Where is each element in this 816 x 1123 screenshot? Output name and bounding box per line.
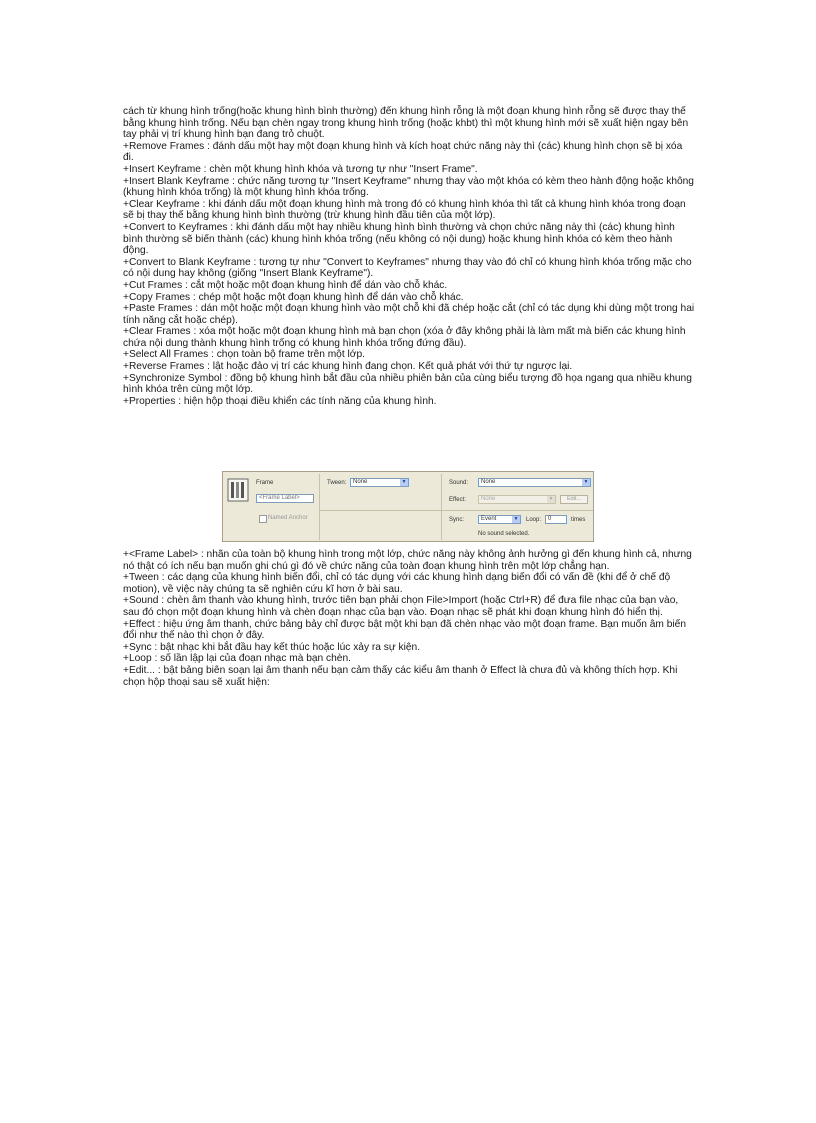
named-anchor-checkbox[interactable]	[259, 515, 267, 523]
edit-button[interactable]: Edit...	[560, 495, 588, 504]
chevron-down-icon: ▼	[548, 496, 554, 502]
frame-icon	[227, 478, 249, 502]
sound-select[interactable]	[478, 478, 591, 487]
paragraph: +Convert to Blank Keyframe : tương tự như "Convert to Keyframes" nhưng thay vào đó chỉ có khung hình khóa trống mặc cho có nội dung hay không (giống "Insert Blank Keyframe").	[123, 256, 692, 280]
loop-label: Loop:	[526, 517, 542, 523]
sound-status: No sound selected.	[478, 531, 530, 537]
sync-select[interactable]	[478, 515, 521, 524]
loop-input[interactable]: 0	[545, 515, 567, 524]
paragraph: +Insert Blank Keyframe : chức năng tương tự "Insert Keyframe" nhưng thay vào một khóa có kèm theo hành động hoặc không (khung hình khóa trống) là một khung hình khóa trống.	[123, 175, 694, 199]
paragraph: +Tween : các dạng của khung hình biến đổi, chỉ có tác dụng với các khung hình dạng biến đổi có vấn đề (khi để ở chế độ motion), về việc này chúng ta sẽ nghiên cứu kĩ hơn ở bài sau.	[123, 572, 671, 595]
chevron-down-icon: ▼	[401, 479, 407, 485]
paragraph: +<Frame Label> : nhãn của toàn bộ khung hình trong một lớp, chức năng này không ảnh hưởng gì đến khung hình cả, nhưng nó thật có ích nếu bạn muốn ghi chú gì đó về chức năng của toàn đoạn khung hình trên một lớp chẳng hạn.	[123, 549, 692, 572]
named-anchor-label: Named Anchor	[268, 515, 308, 521]
times-label: times	[571, 517, 586, 523]
paragraph: +Edit... : bật bảng biên soạn lại âm thanh nếu bạn cảm thấy các kiểu âm thanh ở Effect là chưa đủ và không thích hợp. Khi chọn hộp thoại sau sẽ xuất hiện:	[123, 664, 678, 688]
paragraph: +Clear Keyframe : khi đánh dấu một đoạn khung hình mà trong đó có khung hình khóa thì tất cả khung hình khóa trong đoạn sẽ bị thay thế bằng khung hình bình thường (trừ khung hình đầu tiên của một lớp).	[123, 198, 686, 222]
divider	[441, 474, 442, 540]
paragraph: +Cut Frames : cắt một hoặc một đoạn khung hình để dán vào chỗ khác.	[123, 279, 448, 291]
paragraph: +Properties : hiện hộp thoại điều khiển các tính năng của khung hình.	[123, 395, 437, 407]
tween-label: Tween:	[327, 480, 347, 486]
paragraph: +Reverse Frames : lật hoặc đảo vị trí các khung hình đang chọn. Kết quả phát với thứ tự ngược lại.	[123, 361, 573, 373]
paragraph: +Loop : số lần lập lại của đoạn nhạc mà bạn chèn.	[123, 653, 351, 665]
sync-label: Sync:	[449, 517, 465, 523]
paragraph: +Insert Keyframe : chèn một khung hình khóa và tương tự như "Insert Frame".	[123, 163, 478, 175]
divider	[320, 510, 593, 511]
chevron-down-icon: ▼	[513, 516, 519, 522]
paragraph: +Synchronize Symbol : đồng bộ khung hình bắt đầu của nhiều phiên bản của cùng biểu tượng đồ họa ngang qua nhiều khung hình khóa trên cùng một lớp.	[123, 372, 692, 396]
paragraph: +Remove Frames : đánh dấu một hay một đoạn khung hình và kích hoạt chức năng này thì (các) khung hình chọn sẽ bị xóa đi.	[123, 140, 683, 164]
paragraph: +Convert to Keyframes : khi đánh dấu một hay nhiều khung hình bình thường và chọn chức năng này thì (các) khung hình bình thường sẽ biến thành (các) khung hình khóa trống (nếu không có nội dung) hoặc khung hình khóa có kèm theo hành động.	[123, 221, 675, 257]
paragraph: +Select All Frames : chọn toàn bộ frame trên một lớp.	[123, 349, 365, 361]
sound-value: None	[481, 479, 496, 485]
text-block-bottom	[123, 549, 695, 688]
frame-properties-panel	[222, 471, 594, 542]
effect-value: None	[481, 496, 496, 502]
sound-label: Sound:	[449, 480, 469, 486]
paragraph: +Effect : hiệu ứng âm thanh, chức bảng bảy chỉ được bật một khi bạn đã chèn nhạc vào một đoạn frame. Bạn muốn âm biến đổi như thế nào thì chọn ở đây.	[123, 618, 686, 642]
paragraph: cách từ khung hình trống(hoặc khung hình bình thường) đến khung hình rỗng là một đoạn khung hình rỗng sẽ được thay thế bằng khung hình trống. Nếu bạn chèn ngay trong khung hình trống (hoặc khbt) thì một khung hình mới sẽ xuất hiện ngay bên tay phải vị trí khung hình bạn đang trỏ chuột.	[123, 106, 689, 141]
effect-select[interactable]	[478, 495, 556, 504]
tween-select[interactable]	[350, 478, 409, 487]
paragraph: +Sync : bật nhạc khi bắt đầu hay kết thúc hoặc lúc xảy ra sự kiện.	[123, 641, 421, 653]
text-block-top	[123, 106, 695, 407]
paragraph: +Paste Frames : dán một hoặc một đoạn khung hình vào một chỗ khi đã chép hoặc cắt (chỉ có tác dụng khi dùng một trong hai tính năng cắt hoặc chép).	[123, 303, 695, 326]
frame-label: Frame	[256, 480, 274, 486]
frame-label-input[interactable]: <Frame Label>	[256, 494, 314, 503]
paragraph: +Clear Frames : xóa một hoặc một đoạn khung hình mà bạn chọn (xóa ở đây không phải là làm mất mà biến các khung hình chứa nội dung thành khung hình trống có khung hình khóa trống đứng đầu).	[123, 326, 686, 349]
tween-value: None	[353, 479, 368, 485]
paragraph: +Sound : chèn âm thanh vào khung hình, trước tiên bạn phải chọn File>Import (hoặc Ctrl+R) để đưa file nhạc của bạn vào, sau đó chọn một đoạn khung hình và chèn đoạn nhạc của bạn vào. Đoạn nhạc sẽ phát khi đoạn khung hình đó hiển thị.	[123, 595, 679, 618]
paragraph: +Copy Frames : chép một hoặc một đoạn khung hình để dán vào chỗ khác.	[123, 291, 464, 303]
sync-value: Event	[481, 516, 497, 522]
effect-label: Effect:	[449, 497, 466, 503]
chevron-down-icon: ▼	[583, 479, 589, 485]
divider	[319, 474, 320, 540]
